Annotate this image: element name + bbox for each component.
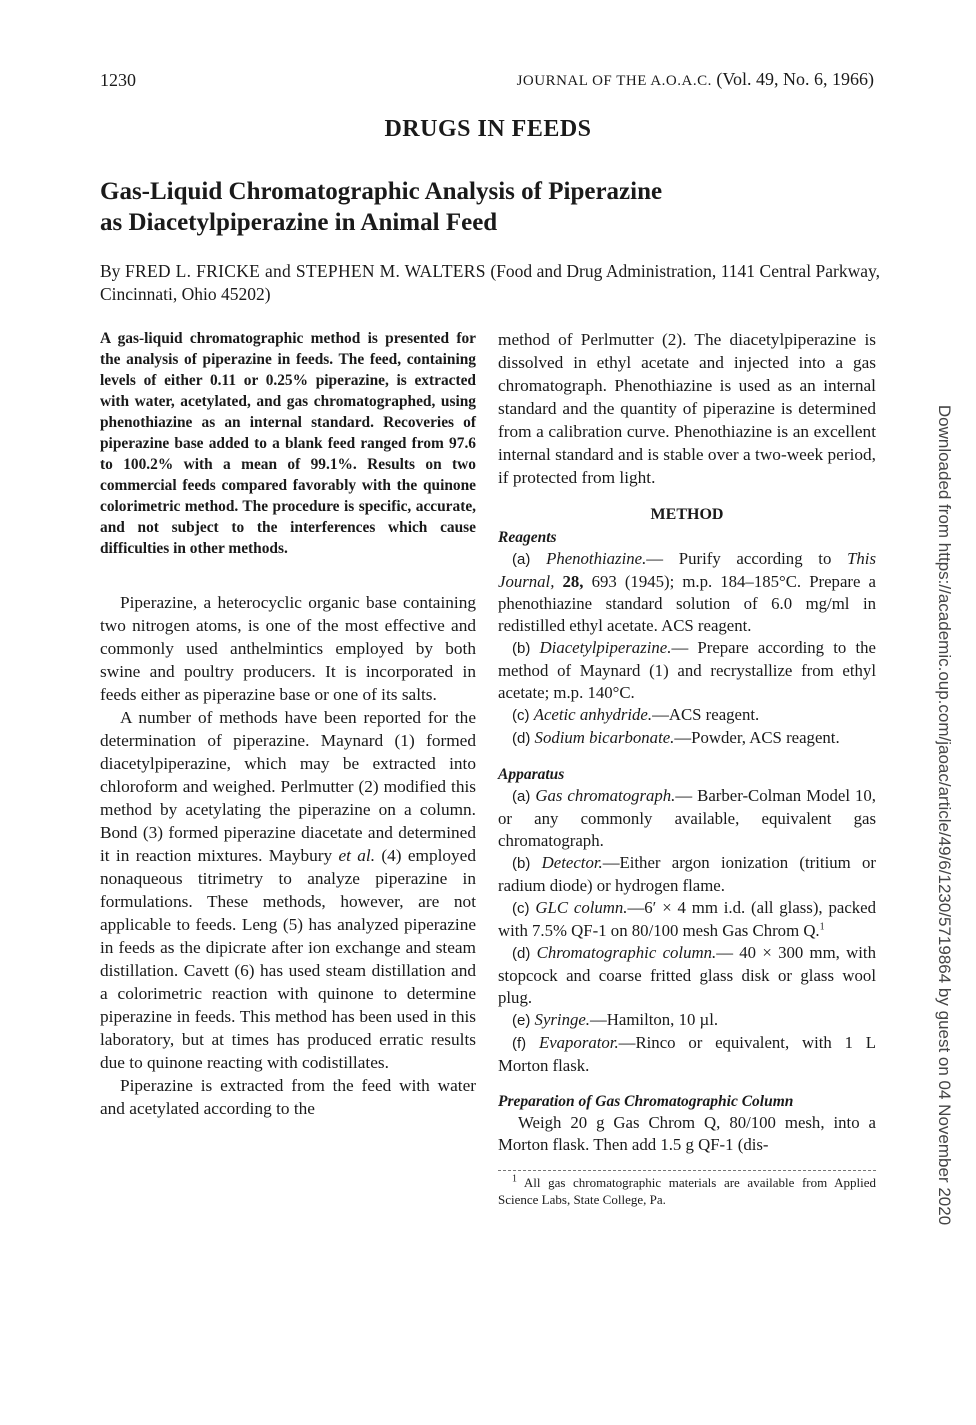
right-column — [498, 328, 876, 1208]
item-term: Gas chromatograph. — [535, 786, 676, 805]
footnote-divider — [498, 1170, 876, 1171]
item-text: —Either argon ionization (tritium or radium diode) or hydrogen flame. — [498, 853, 876, 895]
item-term: GLC column. — [535, 898, 628, 917]
reagent-item — [498, 637, 876, 704]
title-line-2: as Diacetylpiperazine in Animal Feed — [100, 209, 498, 236]
apparatus-item — [498, 897, 876, 942]
item-letter: (d) — [512, 730, 531, 747]
journal-name: JOURNAL OF THE A.O.A.C. — [516, 73, 712, 89]
item-text: —6′ × 4 mm i.d. (all glass), packed with 7.5% QF-1 on 80/100 mesh Gas Chrom Q. — [498, 898, 877, 940]
left-column — [100, 328, 476, 1120]
item-term: Sodium bicarbonate. — [534, 728, 675, 747]
et-al: et al. — [338, 846, 376, 865]
reagent-item — [498, 727, 876, 750]
item-text: —Rinco or equivalent, with 1 L Morton flask. — [498, 1033, 876, 1075]
watermark-text: Downloaded from https://academic.oup.com/jaoac/article/49/6/1230/5719864 by guest on 04 November 2020 — [935, 404, 954, 1226]
apparatus-item — [498, 852, 876, 897]
item-letter: (b) — [512, 640, 531, 657]
item-text: —Hamilton, 10 µl. — [590, 1010, 719, 1029]
item-letter: (e) — [512, 1012, 531, 1029]
journal-reference: This Journal, — [498, 549, 876, 591]
footnote-number: 1 — [512, 1173, 517, 1185]
download-watermark — [928, 310, 960, 1320]
apparatus-item — [498, 785, 876, 852]
intro-paragraph-1: Piperazine, a heterocyclic organic base containing two nitrogen atoms, is one of the most effective and commonly used anthelmintics employed by both swine and poultry producers. It is incorporated in feeds either as piperazine base or one of its salts. — [100, 593, 476, 704]
running-head — [517, 69, 874, 90]
item-term: Evaporator. — [538, 1033, 619, 1052]
intro-paragraph-2-end: (4) employed nonaqueous titrimetry to analyze piperazine in formulations. These methods, however, are not applicable to feeds. Leng (5) has analyzed piperazine in feeds as the dipicrate after ion exchange and steam distillation. Cavett (6) has used steam distillation and a colorimetric reaction with quinone to determine piperazine in feeds. This method has been used in this laboratory, but at times has produced erratic results due to quinone reacting with codistillates. — [100, 846, 476, 1072]
article-title — [100, 176, 860, 238]
byline-by: By — [100, 261, 121, 281]
authors: FRED L. FRICKE and STEPHEN M. WALTERS — [124, 261, 486, 281]
item-text: — 40 × 300 mm, with stopcock and coarse fritted glass disk or glass wool plug. — [498, 943, 876, 1007]
column-preparation-heading: Preparation of Gas Chromatographic Column — [498, 1093, 794, 1110]
reagent-item — [498, 548, 876, 637]
item-term: Detector. — [541, 853, 603, 872]
volume-info: (Vol. 49, No. 6, 1966) — [716, 69, 874, 89]
abstract: A gas-liquid chromatographic method is presented for the analysis of piperazine in feeds. The feed, containing levels of either 0.11 or 0.25% piperazine, is extracted with water, acetylated, and gas chromatographed, using phenothiazine as an internal standard. Recoveries of piperazine base added to a blank feed ranged from 97.6 to 100.2% with a mean of 99.1%. Results on two commercial feeds compared favorably with the quinone colorimetric method. The procedure is specific, accurate, and not subject to the interferences which cause difficulties in other methods. — [100, 330, 476, 557]
footnote-marker: 1 — [819, 921, 825, 933]
item-letter: (c) — [512, 900, 530, 917]
item-term: Chromatographic column. — [536, 943, 717, 962]
method-heading: METHOD — [650, 506, 724, 523]
title-line-1: Gas-Liquid Chromatographic Analysis of Piperazine — [100, 178, 663, 205]
footnote-text: All gas chromatographic materials are available from Applied Science Labs, State College, Pa. — [498, 1175, 876, 1207]
item-text: —ACS reagent. — [652, 705, 760, 724]
apparatus-heading: Apparatus — [498, 766, 565, 783]
item-text: — Prepare according to the method of Maynard (1) and recrystallize from ethyl acetate; m.p. 140°C. — [498, 638, 876, 702]
item-term: Phenothiazine. — [546, 549, 647, 568]
item-text: 693 (1945); m.p. 184–185°C. Prepare a phenothiazine standard solution of 6.0 mg/ml in redistilled ethyl acetate. ACS reagent. — [498, 572, 876, 635]
reagents-heading: Reagents — [498, 529, 557, 546]
item-letter: (d) — [512, 945, 531, 962]
item-letter: (c) — [512, 707, 530, 724]
item-term: Syringe. — [534, 1010, 591, 1029]
intro-paragraph-3-continued: method of Perlmutter (2). The diacetylpiperazine is dissolved in ethyl acetate and injected into a gas chromatograph. Phenothiazine is used as an internal standard and the quantity of piperazine is determined from a calibration curve. Phenothiazine is an excellent internal standard and is stable over a two-week period, if protected from light. — [498, 330, 876, 487]
apparatus-item — [498, 1032, 876, 1077]
item-letter: (a) — [512, 788, 531, 805]
apparatus-item — [498, 1009, 876, 1032]
reagent-item — [498, 704, 876, 727]
footnote — [498, 1174, 876, 1208]
page-number: 1230 — [100, 70, 136, 90]
intro-paragraph-3: Piperazine is extracted from the feed with water and acetylated according to the — [100, 1076, 476, 1118]
apparatus-item — [498, 942, 876, 1009]
item-letter: (f) — [512, 1035, 527, 1052]
byline — [100, 260, 880, 306]
intro-paragraph-2 — [100, 706, 476, 1074]
item-term: Acetic anhydride. — [533, 705, 653, 724]
item-letter: (b) — [512, 855, 531, 872]
item-text: — Barber-Colman Model 10, or any commonly available, equivalent gas chromatograph. — [498, 786, 876, 850]
item-term: Diacetylpiperazine. — [539, 638, 672, 657]
item-text: —Powder, ACS reagent. — [674, 728, 840, 747]
volume-reference: 28, — [562, 572, 584, 591]
column-preparation-text: Weigh 20 g Gas Chrom Q, 80/100 mesh, into a Morton flask. Then add 1.5 g QF-1 (dis- — [498, 1113, 876, 1154]
item-letter: (a) — [512, 551, 531, 568]
section-title: DRUGS IN FEEDS — [384, 116, 592, 142]
affiliation: (Food and Drug Administration, 1141 Central Parkway, Cincinnati, Ohio 45202) — [100, 261, 881, 304]
intro-paragraph-2-start: A number of methods have been reported for the determination of piperazine. Maynard (1) formed diacetylpiperazine, which may be extracted into chloroform and weighed. Perlmutter (2) modified this method by acetylating the piperazine on a column. Bond (3) formed piperazine diacetate and determined it in reaction mixtures. Maybury — [100, 708, 476, 865]
item-text: — Purify according to — [646, 549, 832, 568]
